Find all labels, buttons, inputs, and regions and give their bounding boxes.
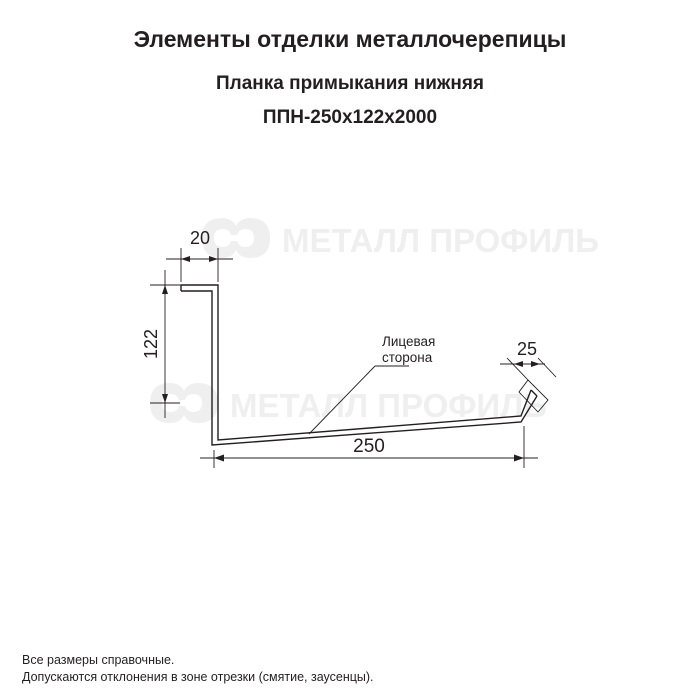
watermark-top: [202, 218, 599, 259]
dimension-20-label: 20: [189, 228, 211, 248]
footer-note-1: Все размеры справочные.: [22, 653, 175, 667]
product-code: ППН-250х122х2000: [262, 107, 438, 128]
dimension-250-label: 250: [353, 436, 385, 457]
svg-text:МЕТАЛЛ ПРОФИЛЬ: МЕТАЛЛ ПРОФИЛЬ: [282, 222, 600, 259]
footer-note-2: Допускаются отклонения в зоне отрезки (смятие, заусенцы).: [22, 670, 374, 684]
drawing-svg: [0, 150, 700, 550]
technical-drawing: [0, 150, 700, 550]
dimension-25-label: 25: [516, 339, 538, 359]
svg-text:МЕТАЛЛ ПРОФИЛЬ: МЕТАЛЛ ПРОФИЛЬ: [230, 387, 548, 424]
page-title: Элементы отделки металлочерепицы: [133, 26, 567, 52]
product-name: Планка примыкания нижняя: [215, 73, 485, 94]
face-side-label-line2: сторона: [382, 350, 433, 365]
dimension-122-label: 122: [141, 328, 161, 360]
footer-notes: [22, 652, 374, 686]
title-block: [0, 0, 700, 129]
face-side-label-line1: Лицевая: [382, 334, 436, 349]
watermark-bottom: [150, 383, 547, 424]
